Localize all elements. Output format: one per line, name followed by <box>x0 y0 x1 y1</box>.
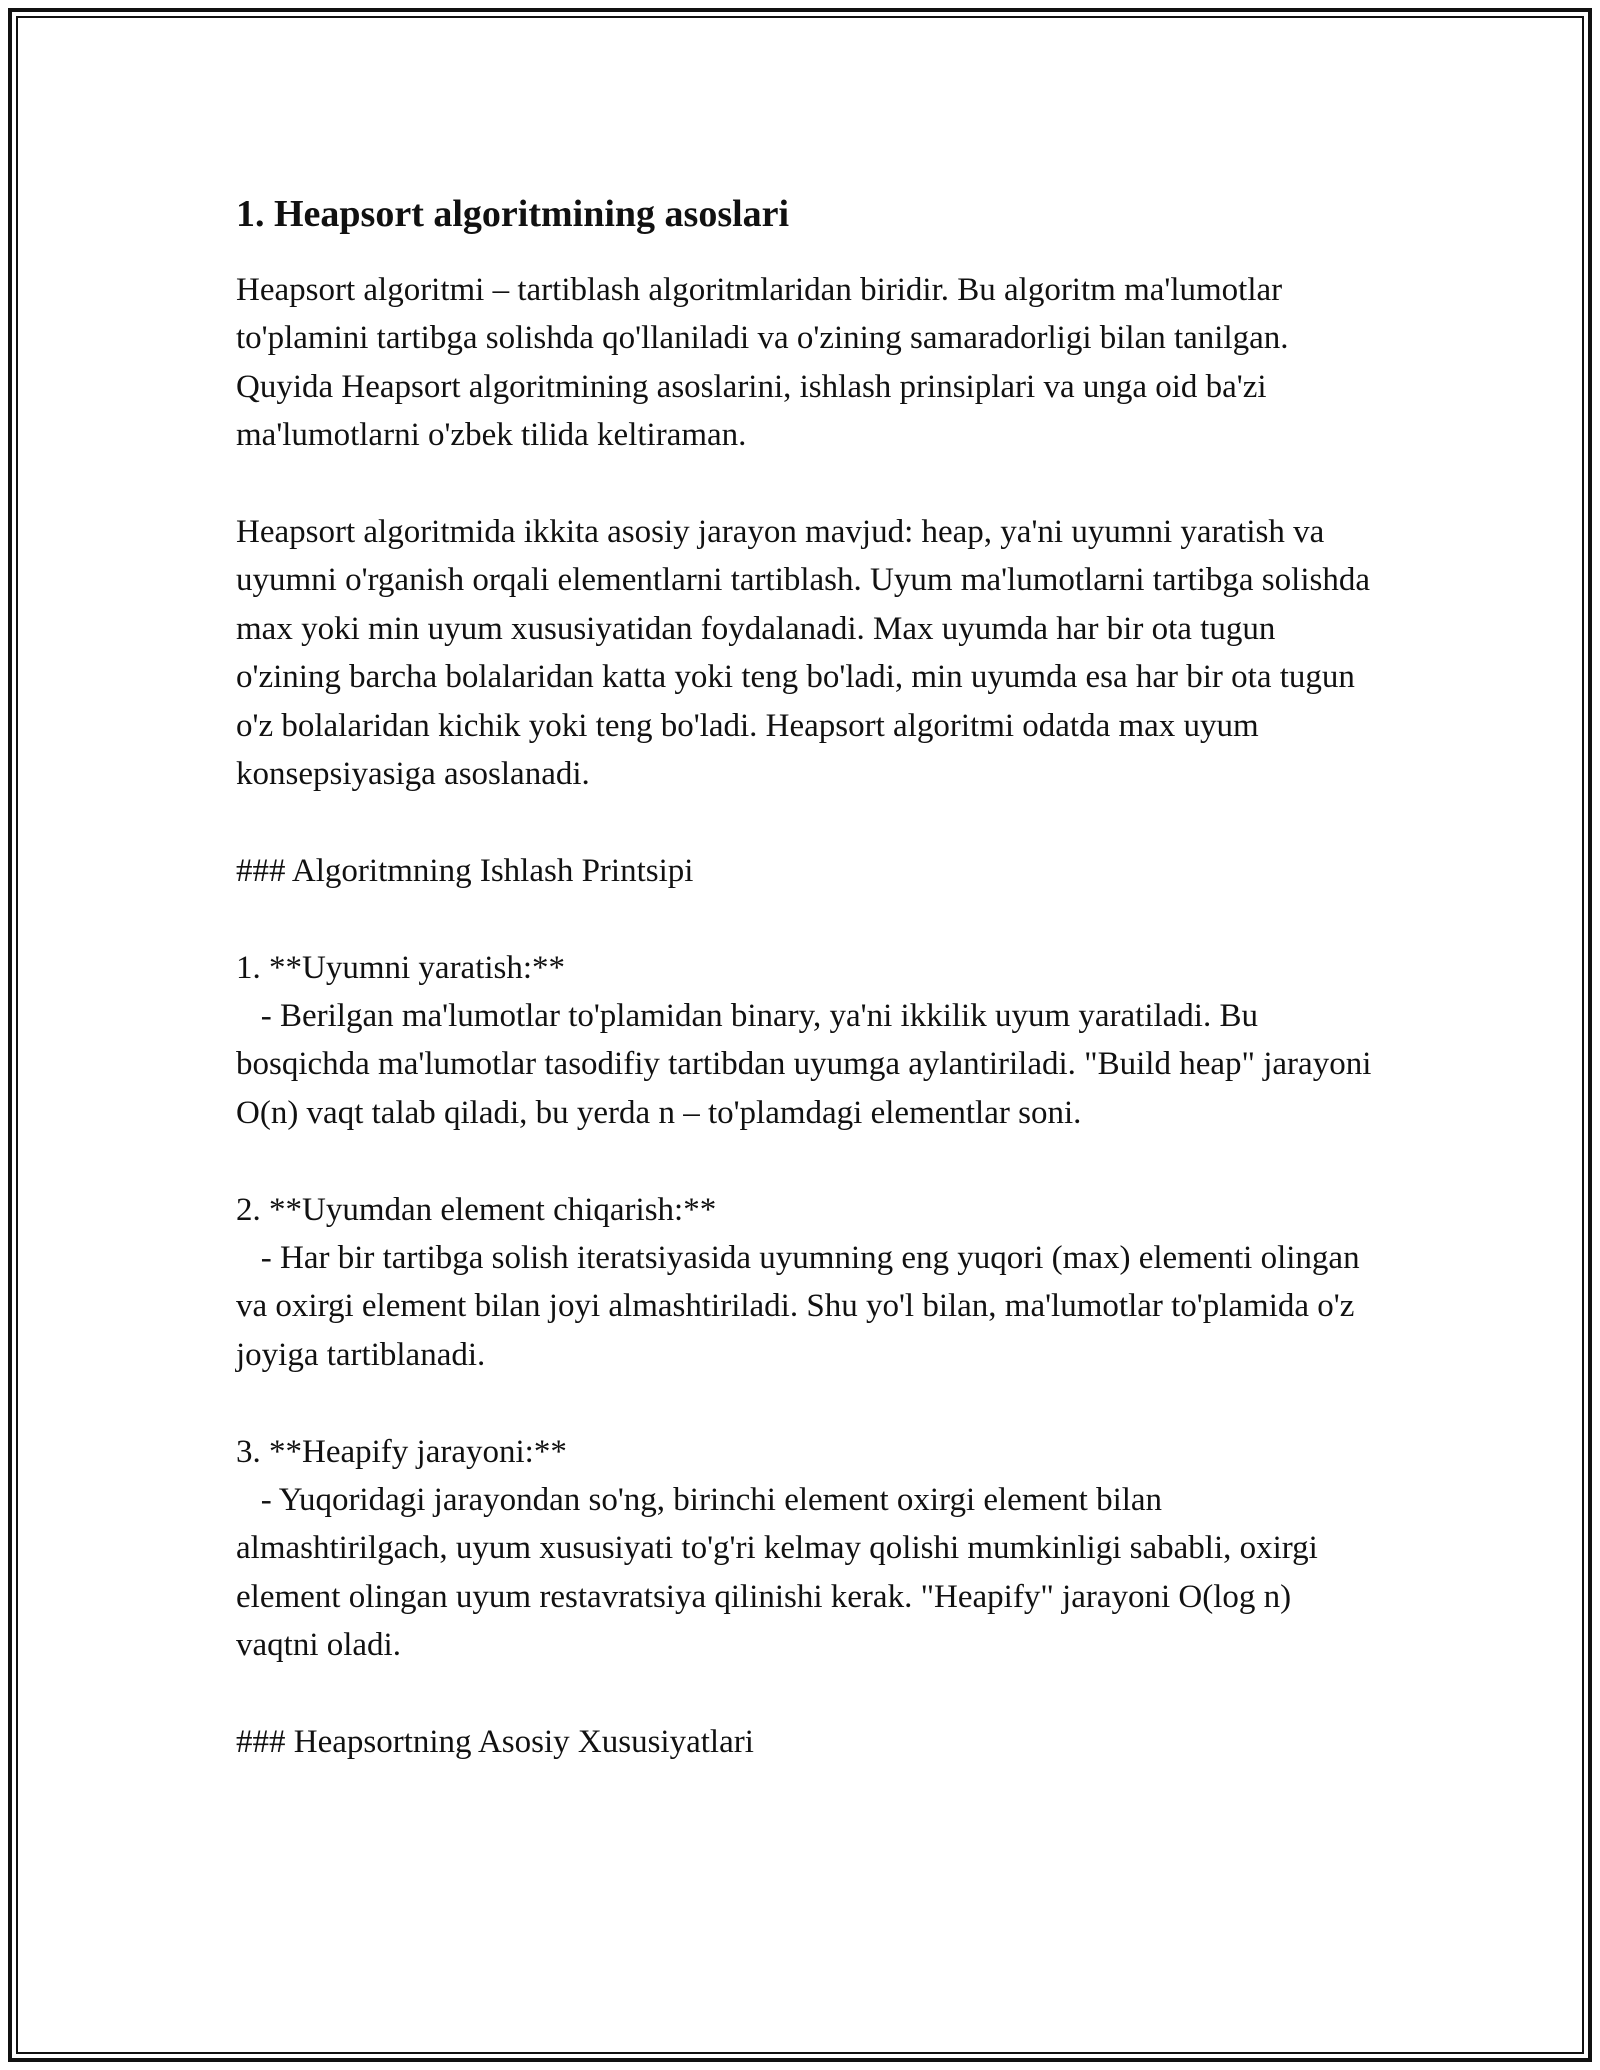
step-text: - Har bir tartibga solish iteratsiyasida uyumning eng yuqori (max) elementi olingan va oxirgi element bilan joyi almashtiriladi. Shu yo'l bilan, ma'lumotlar to'plamida o'z joyiga tartiblanadi. <box>236 1240 1368 1373</box>
section-heading-principle: ### Algoritmning Ishlash Printsipi <box>236 852 694 889</box>
step-item <box>236 1428 1376 1670</box>
step-item <box>236 1186 1376 1380</box>
heap-description-paragraph: Heapsort algoritmida ikkita asosiy jarayon mavjud: heap, ya'ni uyumni yaratish va uyumni o'rganish orqali elementlarni tartiblash. Uyum ma'lumotlarni tartibga solishda max yoki min uyum xususiyatidan foydalanadi. Max uyumda har bir ota tugun o'zining barcha bolalaridan katta yoki teng bo'ladi, min uyumda esa har bir ota tugun o'z bolalaridan kichik yoki teng bo'ladi. Heapsort algoritmi odatda max uyum konsepsiyasiga asoslanadi. <box>236 514 1379 793</box>
document-body <box>236 188 1380 1767</box>
step-text: - Yuqoridagi jarayondan so'ng, birinchi element oxirgi element bilan almashtirilgach, uyum xususiyati to'g'ri kelmay qolishi mumkinligi sababli, oxirgi element olingan uyum restavratsiya qilinishi kerak. "Heapify" jarayoni O(log n) vaqtni oladi. <box>236 1482 1327 1664</box>
step-label: 3. **Heapify jarayoni:** <box>236 1433 567 1470</box>
section-heading-features: ### Heapsortning Asosiy Xususiyatlari <box>236 1724 754 1761</box>
intro-paragraph: Heapsort algoritmi – tartiblash algoritmlaridan biridir. Bu algoritm ma'lumotlar to'plamini tartibga solishda qo'llaniladi va o'zining samaradorligi bilan tanilgan. Quyida Heapsort algoritmining asoslarini, ishlash prinsiplari va unga oid ba'zi ma'lumotlarni o'zbek tilida keltiraman. <box>236 272 1297 454</box>
step-text: - Berilgan ma'lumotlar to'plamidan binary, ya'ni ikkilik uyum yaratiladi. Bu bosqichda ma'lumotlar tasodifiy tartibdan uyumga aylantiriladi. "Build heap" jarayoni O(n) vaqt talab qiladi, bu yerda n – to'plamdagi elementlar soni. <box>236 998 1380 1131</box>
step-item <box>236 944 1380 1138</box>
step-label: 1. **Uyumni yaratish:** <box>236 949 566 986</box>
document-title: 1. Heapsort algoritmining asoslari <box>236 193 790 235</box>
step-label: 2. **Uyumdan element chiqarish:** <box>236 1191 717 1228</box>
